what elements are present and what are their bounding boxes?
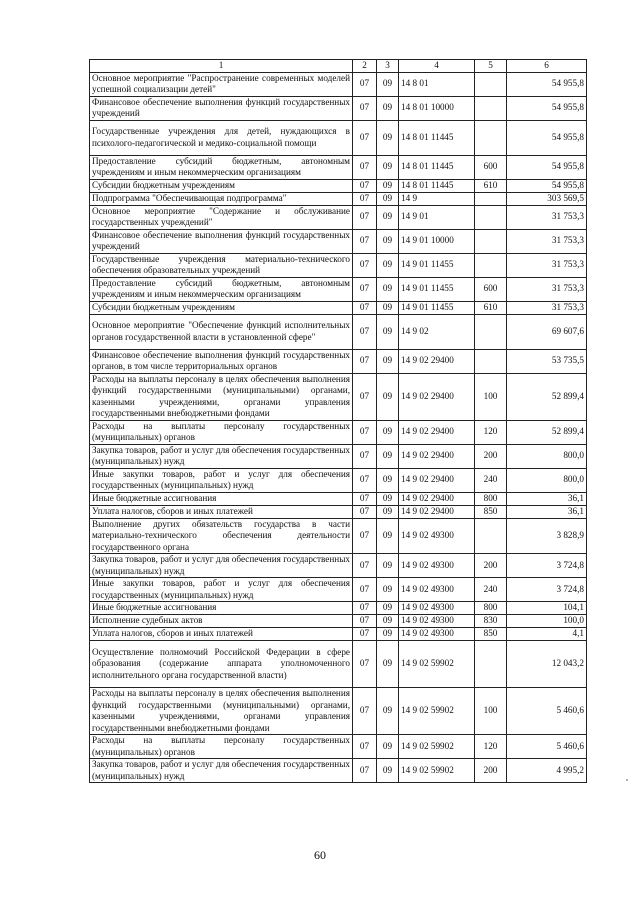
table-row — [90, 192, 587, 205]
cell-section: 07 — [353, 373, 377, 420]
cell-subsection: 09 — [377, 444, 399, 468]
cell-target-article: 14 8 01 — [399, 72, 475, 96]
cell-target-article: 14 9 01 11455 — [399, 301, 475, 314]
table-row — [90, 641, 587, 688]
cell-expense-type: 830 — [475, 615, 507, 628]
cell-section: 07 — [353, 205, 377, 229]
cell-subsection: 09 — [377, 155, 399, 179]
cell-section: 07 — [353, 505, 377, 518]
cell-subsection: 09 — [377, 301, 399, 314]
cell-amount: 31 753,3 — [507, 205, 587, 229]
cell-subsection: 09 — [377, 505, 399, 518]
table-row — [90, 179, 587, 192]
cell-amount: 52 899,4 — [507, 420, 587, 444]
cell-subsection: 09 — [377, 120, 399, 155]
cell-expense-type: 120 — [475, 735, 507, 759]
cell-section: 07 — [353, 628, 377, 641]
table-row — [90, 72, 587, 96]
cell-target-article: 14 9 02 29400 — [399, 468, 475, 492]
table-row — [90, 688, 587, 735]
cell-subsection: 09 — [377, 277, 399, 301]
cell-amount: 12 043,2 — [507, 641, 587, 688]
cell-name: Закупка товаров, работ и услуг для обеспечения государственных (муниципальных) нужд — [90, 759, 353, 783]
cell-expense-type: 600 — [475, 277, 507, 301]
cell-name: Осуществление полномочий Российской Федерации в сфере образования (содержание аппарата уполномоченного исполнительного органа государственной власти) — [90, 641, 353, 688]
header-col-1: 1 — [90, 60, 353, 73]
cell-name: Иные закупки товаров, работ и услуг для обеспечения государственных (муниципальных) нужд — [90, 578, 353, 602]
cell-expense-type: 850 — [475, 628, 507, 641]
cell-name: Основное мероприятие "Содержание и обслуживание государственных учреждений" — [90, 205, 353, 229]
cell-target-article: 14 8 01 11445 — [399, 155, 475, 179]
cell-section: 07 — [353, 602, 377, 615]
cell-target-article: 14 9 02 — [399, 314, 475, 349]
cell-amount: 53 735,5 — [507, 349, 587, 373]
cell-subsection: 09 — [377, 253, 399, 277]
cell-name: Расходы на выплаты персоналу государственных (муниципальных) органов — [90, 735, 353, 759]
cell-expense-type — [475, 518, 507, 554]
cell-expense-type — [475, 96, 507, 120]
header-col-6: 6 — [507, 60, 587, 73]
cell-amount: 800,0 — [507, 468, 587, 492]
cell-section: 07 — [353, 444, 377, 468]
cell-target-article: 14 9 02 49300 — [399, 518, 475, 554]
cell-target-article: 14 9 02 49300 — [399, 554, 475, 578]
table-row — [90, 96, 587, 120]
cell-subsection: 09 — [377, 688, 399, 735]
cell-amount: 36,1 — [507, 492, 587, 505]
cell-target-article: 14 9 02 29400 — [399, 420, 475, 444]
cell-name: Основное мероприятие "Распространение современных моделей успешной социализации детей" — [90, 72, 353, 96]
cell-name: Государственные учреждения для детей, нуждающихся в психолого-педагогической и медико-социальной помощи — [90, 120, 353, 155]
cell-section: 07 — [353, 192, 377, 205]
cell-expense-type: 100 — [475, 373, 507, 420]
cell-section: 07 — [353, 468, 377, 492]
cell-subsection: 09 — [377, 735, 399, 759]
cell-expense-type: 240 — [475, 578, 507, 602]
cell-target-article: 14 9 02 59902 — [399, 641, 475, 688]
cell-subsection: 09 — [377, 205, 399, 229]
cell-amount: 31 753,3 — [507, 301, 587, 314]
table-row — [90, 615, 587, 628]
cell-expense-type — [475, 349, 507, 373]
cell-subsection: 09 — [377, 314, 399, 349]
cell-expense-type — [475, 229, 507, 253]
cell-amount: 100,0 — [507, 615, 587, 628]
cell-section: 07 — [353, 518, 377, 554]
cell-section: 07 — [353, 349, 377, 373]
cell-target-article: 14 9 02 59902 — [399, 759, 475, 783]
cell-expense-type: 800 — [475, 492, 507, 505]
table-row — [90, 373, 587, 420]
cell-section: 07 — [353, 96, 377, 120]
cell-target-article: 14 9 02 49300 — [399, 628, 475, 641]
cell-amount: 800,0 — [507, 444, 587, 468]
cell-expense-type: 850 — [475, 505, 507, 518]
cell-section: 07 — [353, 688, 377, 735]
cell-subsection: 09 — [377, 192, 399, 205]
cell-subsection: 09 — [377, 179, 399, 192]
table-row — [90, 554, 587, 578]
cell-section: 07 — [353, 179, 377, 192]
cell-name: Государственные учреждения материально-технического обеспечения образовательных учреждений — [90, 253, 353, 277]
table-row — [90, 602, 587, 615]
cell-target-article: 14 9 02 59902 — [399, 688, 475, 735]
cell-amount: 52 899,4 — [507, 373, 587, 420]
cell-amount: 36,1 — [507, 505, 587, 518]
budget-table — [89, 59, 587, 783]
table-row — [90, 444, 587, 468]
cell-name: Расходы на выплаты персоналу в целях обеспечения выполнения функций государственными (муниципальными) органами, казенными учреждениями, органами управления государственными внебюджетными фондами — [90, 688, 353, 735]
cell-target-article: 14 9 01 10000 — [399, 229, 475, 253]
table-row — [90, 120, 587, 155]
cell-amount: 54 955,8 — [507, 72, 587, 96]
cell-name: Подпрограмма "Обеспечивающая подпрограмма" — [90, 192, 353, 205]
cell-amount: 5 460,6 — [507, 688, 587, 735]
cell-subsection: 09 — [377, 641, 399, 688]
cell-target-article: 14 9 02 49300 — [399, 615, 475, 628]
cell-amount: 104,1 — [507, 602, 587, 615]
table-row — [90, 155, 587, 179]
cell-expense-type — [475, 120, 507, 155]
cell-name: Предоставление субсидий бюджетным, автономным учреждениям и иным некоммерческим организациям — [90, 155, 353, 179]
table-row — [90, 468, 587, 492]
cell-name: Финансовое обеспечение выполнения функций государственных учреждений — [90, 229, 353, 253]
cell-section: 07 — [353, 229, 377, 253]
cell-subsection: 09 — [377, 229, 399, 253]
table-row — [90, 735, 587, 759]
cell-expense-type — [475, 205, 507, 229]
cell-subsection: 09 — [377, 72, 399, 96]
cell-amount: 5 460,6 — [507, 735, 587, 759]
cell-name: Расходы на выплаты персоналу в целях обеспечения выполнения функций государственными (муниципальными) органами, казенными учреждениями, органами управления государственными внебюджетными фондами — [90, 373, 353, 420]
cell-amount: 3 724,8 — [507, 578, 587, 602]
cell-amount: 3 828,9 — [507, 518, 587, 554]
cell-section: 07 — [353, 120, 377, 155]
cell-target-article: 14 9 02 59902 — [399, 735, 475, 759]
cell-section: 07 — [353, 735, 377, 759]
cell-amount: 31 753,3 — [507, 229, 587, 253]
cell-target-article: 14 9 02 29400 — [399, 492, 475, 505]
cell-target-article: 14 9 02 49300 — [399, 602, 475, 615]
cell-section: 07 — [353, 301, 377, 314]
cell-expense-type — [475, 192, 507, 205]
cell-target-article: 14 9 02 29400 — [399, 349, 475, 373]
cell-expense-type: 240 — [475, 468, 507, 492]
cell-section: 07 — [353, 578, 377, 602]
table-row — [90, 277, 587, 301]
table-row — [90, 205, 587, 229]
cell-amount: 303 569,5 — [507, 192, 587, 205]
cell-section: 07 — [353, 759, 377, 783]
header-col-2: 2 — [353, 60, 377, 73]
cell-name: Иные бюджетные ассигнования — [90, 602, 353, 615]
cell-expense-type: 100 — [475, 688, 507, 735]
table-row — [90, 505, 587, 518]
cell-subsection: 09 — [377, 518, 399, 554]
cell-section: 07 — [353, 155, 377, 179]
cell-target-article: 14 9 01 11455 — [399, 277, 475, 301]
table-row — [90, 301, 587, 314]
header-row — [90, 60, 587, 73]
table-row — [90, 253, 587, 277]
cell-expense-type: 200 — [475, 554, 507, 578]
cell-subsection: 09 — [377, 96, 399, 120]
table-row — [90, 229, 587, 253]
cell-amount: 3 724,8 — [507, 554, 587, 578]
cell-name: Уплата налогов, сборов и иных платежей — [90, 505, 353, 518]
cell-section: 07 — [353, 615, 377, 628]
cell-target-article: 14 9 01 11455 — [399, 253, 475, 277]
cell-amount: 54 955,8 — [507, 120, 587, 155]
cell-target-article: 14 8 01 11445 — [399, 179, 475, 192]
cell-subsection: 09 — [377, 492, 399, 505]
cell-subsection: 09 — [377, 759, 399, 783]
cell-section: 07 — [353, 554, 377, 578]
cell-expense-type: 200 — [475, 444, 507, 468]
table-row — [90, 518, 587, 554]
cell-expense-type: 200 — [475, 759, 507, 783]
table-row — [90, 314, 587, 349]
header-col-3: 3 — [377, 60, 399, 73]
cell-expense-type — [475, 641, 507, 688]
cell-amount: 31 753,3 — [507, 253, 587, 277]
cell-subsection: 09 — [377, 615, 399, 628]
cell-target-article: 14 8 01 11445 — [399, 120, 475, 155]
cell-target-article: 14 9 02 29400 — [399, 444, 475, 468]
cell-amount: 54 955,8 — [507, 155, 587, 179]
cell-subsection: 09 — [377, 468, 399, 492]
cell-section: 07 — [353, 420, 377, 444]
table-row — [90, 578, 587, 602]
cell-section: 07 — [353, 253, 377, 277]
cell-subsection: 09 — [377, 628, 399, 641]
cell-expense-type — [475, 72, 507, 96]
cell-subsection: 09 — [377, 373, 399, 420]
cell-target-article: 14 9 01 — [399, 205, 475, 229]
cell-amount: 31 753,3 — [507, 277, 587, 301]
cell-name: Выполнение других обязательств государства в части материально-технического обеспечения деятельности государственного органа — [90, 518, 353, 554]
cell-subsection: 09 — [377, 578, 399, 602]
header-col-4: 4 — [399, 60, 475, 73]
table-row — [90, 628, 587, 641]
cell-expense-type: 610 — [475, 301, 507, 314]
cell-subsection: 09 — [377, 554, 399, 578]
cell-expense-type: 800 — [475, 602, 507, 615]
table-row — [90, 759, 587, 783]
cell-section: 07 — [353, 314, 377, 349]
cell-target-article: 14 9 — [399, 192, 475, 205]
cell-name: Субсидии бюджетным учреждениям — [90, 179, 353, 192]
cell-target-article: 14 9 02 29400 — [399, 505, 475, 518]
cell-name: Основное мероприятие "Обеспечение функций исполнительных органов государственной власти в установленной сфере" — [90, 314, 353, 349]
cell-target-article: 14 8 01 10000 — [399, 96, 475, 120]
cell-name: Предоставление субсидий бюджетным, автономным учреждениям и иным некоммерческим организациям — [90, 277, 353, 301]
cell-expense-type — [475, 314, 507, 349]
cell-name: Финансовое обеспечение выполнения функций государственных учреждений — [90, 96, 353, 120]
cell-amount: 4 995,2 — [507, 759, 587, 783]
cell-subsection: 09 — [377, 349, 399, 373]
cell-amount: 4,1 — [507, 628, 587, 641]
cell-amount: 69 607,6 — [507, 314, 587, 349]
cell-subsection: 09 — [377, 602, 399, 615]
cell-target-article: 14 9 02 29400 — [399, 373, 475, 420]
cell-expense-type: 610 — [475, 179, 507, 192]
table-row — [90, 492, 587, 505]
cell-name: Закупка товаров, работ и услуг для обеспечения государственных (муниципальных) нужд — [90, 554, 353, 578]
cell-name: Уплата налогов, сборов и иных платежей — [90, 628, 353, 641]
cell-name: Расходы на выплаты персоналу государственных (муниципальных) органов — [90, 420, 353, 444]
cell-section: 07 — [353, 641, 377, 688]
cell-subsection: 09 — [377, 420, 399, 444]
cell-name: Исполнение судебных актов — [90, 615, 353, 628]
page-number: 60 — [314, 848, 326, 862]
cell-name: Субсидии бюджетным учреждениям — [90, 301, 353, 314]
cell-name: Финансовое обеспечение выполнения функций государственных органов, в том числе территориальных органов — [90, 349, 353, 373]
scan-speck — [626, 779, 628, 781]
cell-section: 07 — [353, 277, 377, 301]
table-body — [90, 72, 587, 783]
cell-name: Закупка товаров, работ и услуг для обеспечения государственных (муниципальных) нужд — [90, 444, 353, 468]
cell-amount: 54 955,8 — [507, 179, 587, 192]
header-col-5: 5 — [475, 60, 507, 73]
table-row — [90, 420, 587, 444]
cell-name: Иные бюджетные ассигнования — [90, 492, 353, 505]
cell-expense-type: 120 — [475, 420, 507, 444]
cell-section: 07 — [353, 72, 377, 96]
cell-expense-type — [475, 253, 507, 277]
table-row — [90, 349, 587, 373]
cell-target-article: 14 9 02 49300 — [399, 578, 475, 602]
cell-name: Иные закупки товаров, работ и услуг для обеспечения государственных (муниципальных) нужд — [90, 468, 353, 492]
cell-section: 07 — [353, 492, 377, 505]
cell-expense-type: 600 — [475, 155, 507, 179]
cell-amount: 54 955,8 — [507, 96, 587, 120]
